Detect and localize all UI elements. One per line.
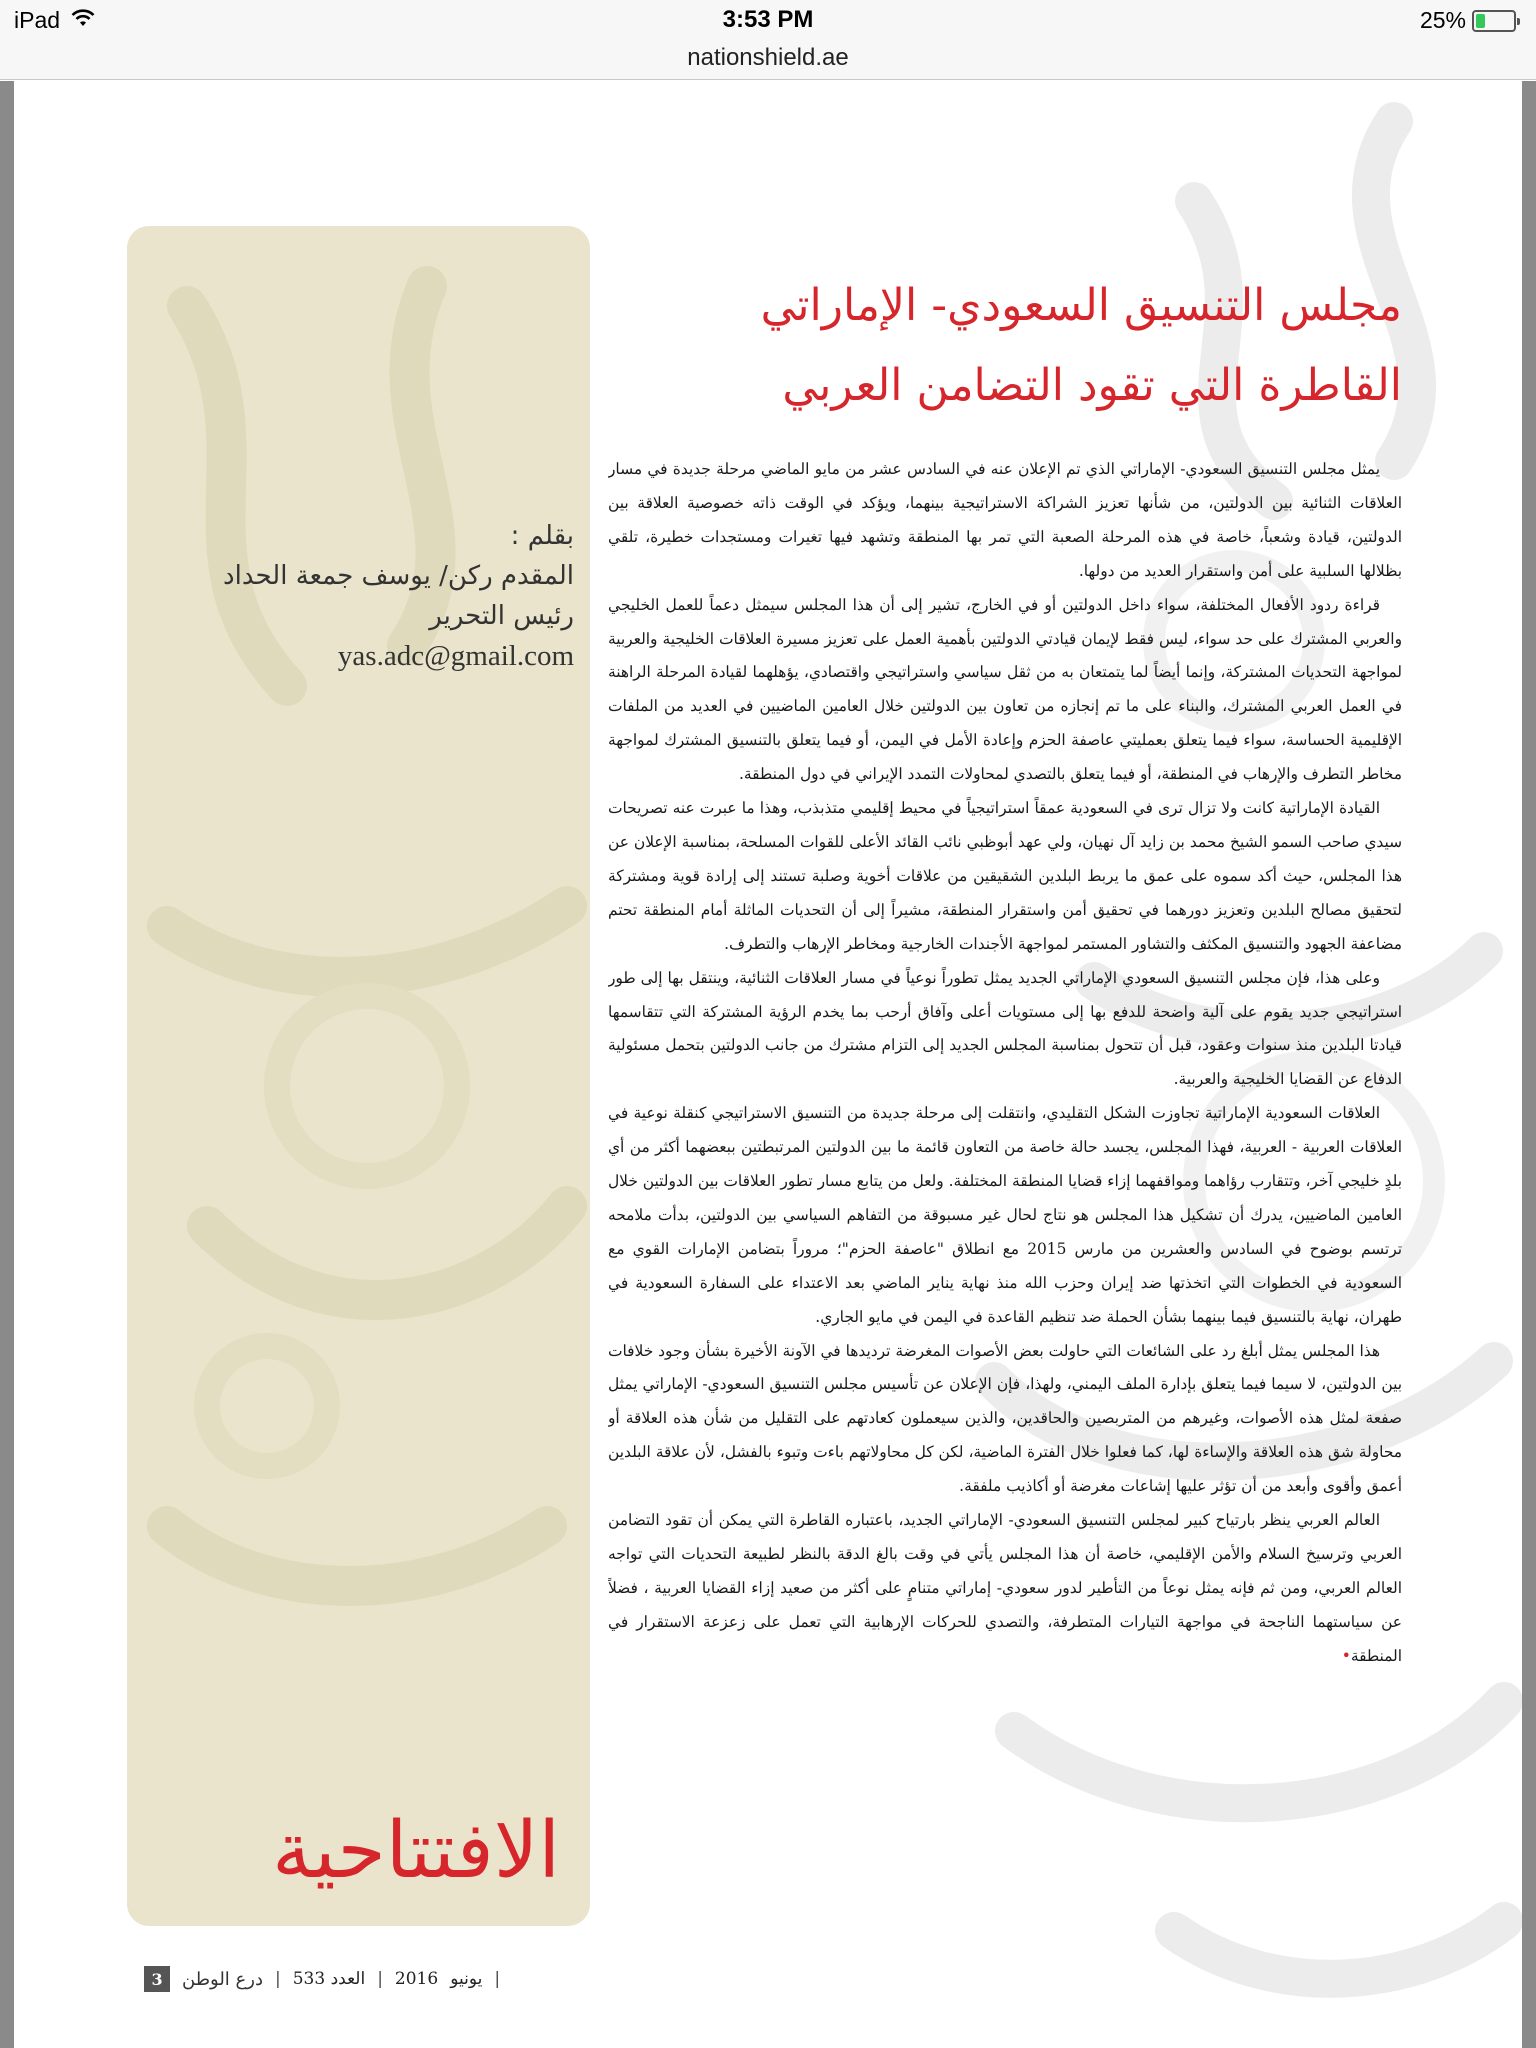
byline-label: بقلم : xyxy=(510,521,574,551)
page-number: 3 xyxy=(144,1966,170,1992)
article-paragraph: قراءة ردود الأفعال المختلفة، سواء داخل الدولتين أو في الخارج، تشير إلى أن هذا المجلس سيمثل دعماً للعمل الخليجي والعربي المشترك على حد سواء، ليس فقط لإيمان قيادتي الدولتين بأهمية العمل على تعزيز مسيرة العلاقات الخليجية والعربية لمواجهة التحديات المشتركة، وإنما أيضاً لما يتمتعان به من ثقل سياسي واستراتيجي واقتصادي، يؤهلهما لقيادة المرحلة الراهنة في العمل العربي المشترك، والبناء على ما تم إنجازه من تعاون بين الدولتين خلال العامين الماضيين في العديد من الملفات الإقليمية الحساسة، سواء فيما يتعلق بعمليتي عاصفة الحزم وإعادة الأمل في اليمن، أو فيما يتعلق بالتنسيق المشترك لمواجهة مخاطر التطرف والإرهاب في المنطقة، أو فيما يتعلق بالتصدي لمحاولات التمدد الإيراني في دول المنطقة. xyxy=(608,595,1402,784)
footer-month: يونيو xyxy=(450,1969,483,1989)
author-email[interactable]: yas.adc@gmail.com xyxy=(337,640,574,672)
author-role: رئيس التحرير xyxy=(429,601,574,631)
end-mark-icon: • xyxy=(1341,1646,1351,1665)
viewer-frame-right xyxy=(1522,81,1536,2048)
address-bar[interactable] xyxy=(0,40,1536,80)
article-paragraph-text: العالم العربي ينظر بارتياح كبير لمجلس التنسيق السعودي- الإماراتي الجديد، باعتباره القاطرة التي يمكن أن تقود التضامن العربي وترسيخ السلام والأمن الإقليمي، خاصة أن هذا المجلس يأتي في وقت بالغ الدقة بالنظر لطبيعة التحديات التي تواجه العالم العربي، ومن ثم فإنه يمثل نوعاً من التأطير لدور سعودي- إماراتي متنامٍ على أكثر من صعيد إزاء القضايا العربية ، فضلاً عن سياستهما الناجحة في مواجهة التيارات المتطرفة، والتصدي للحركات الإرهابية التي تعمل على زعزعة الاستقرار في المنطقة xyxy=(608,1511,1402,1665)
article-paragraph: وعلى هذا، فإن مجلس التنسيق السعودي الإماراتي الجديد يمثل تطوراً نوعياً في مسار العلاقات الثنائية، وينتقل بها إلى طور استراتيجي جديد يقوم على آلية واضحة للدفع بها إلى مستويات أعلى وآفاق أرحب بما يخدم الرؤية المشتركة التي تتقاسمها قيادتا البلدين منذ سنوات وعقود، قبل أن تتحول بمناسبة المجلس الجديد إلى التزام مشترك من جانب الدولتين بتحمل مسئولية الدفاع عن القضايا الخليجية والعربية. xyxy=(608,968,1402,1089)
article-paragraph: القيادة الإماراتية كانت ولا تزال ترى في السعودية عمقاً استراتيجياً في محيط إقليمي متذبذب، وهذا ما عبرت عنه تصريحات سيدي صاحب السمو الشيخ محمد بن زايد آل نهيان، ولي عهد أبوظبي نائب القائد الأعلى للقوات المسلحة، بمناسبة الإعلان عن هذا المجلس، حيث أكد سموه على عمق ما يربط البلدين الشقيقين من علاقات أخوية وصلبة تستند إلى إرادة قوية ومشتركة لتحقيق مصالح البلدين وتعزيز دورهما في تحقيق أمن واستقرار المنطقة، مشيراً إلى أن التحديات الماثلة أمام المنطقة تحتم مضاعفة الجهود والتنسيق المكثف والتشاور المستمر لمواجهة الأجندات الخارجية ومخاطر الإرهاب والتطرف. xyxy=(608,799,1402,953)
magazine-page xyxy=(14,81,1522,2048)
article-body xyxy=(608,453,1402,1898)
viewer-frame-left xyxy=(0,81,14,2048)
footer-year: 2016 xyxy=(394,1969,439,1989)
status-right xyxy=(1420,7,1516,34)
device-label: iPad xyxy=(14,7,61,33)
magazine-logo: درع الوطن xyxy=(182,1968,263,1990)
article-paragraph: يمثل مجلس التنسيق السعودي- الإماراتي الذي تم الإعلان عنه في السادس عشر من مايو الماضي مرحلة جديدة في مسار العلاقات الثنائية بين الدولتين، من شأنها تعزيز الشراكة الاستراتيجية بينهما، ويؤكد في الوقت ذاته خصوصية العلاقة بين الدولتين، قيادة وشعباً، خاصة في هذه المرحلة الصعبة التي تمر بها المنطقة وتشهد فيها تغيرات ومستجدات خطيرة، تلقي بظلالها السلبية على أمن واستقرار العديد من دولها. xyxy=(608,460,1402,580)
footer-issue: العدد 533 xyxy=(292,1969,366,1989)
battery-icon xyxy=(1472,10,1516,32)
author-name: المقدم ركن/ يوسف جمعة الحداد xyxy=(223,561,574,591)
author-side-panel xyxy=(127,226,590,1926)
section-label: الافتتاحية xyxy=(272,1806,560,1896)
headline-line-1: مجلس التنسيق السعودي- الإماراتي xyxy=(760,280,1402,331)
author-block xyxy=(134,516,574,676)
clock: 3:53 PM xyxy=(722,6,814,33)
url-domain[interactable]: nationshield.ae xyxy=(687,44,849,71)
article-paragraph: هذا المجلس يمثل أبلغ رد على الشائعات التي حاولت بعض الأصوات المغرضة ترديدها في الآونة الأخيرة بشأن وجود خلافات بين الدولتين، لا سيما فيما يتعلق بإدارة الملف اليمني، ولهذا، فإن الإعلان عن تأسيس مجلس التنسيق السعودي- الإماراتي يمثل صفعة لمثل هذه الأصوات، وغيرهم من المتربصين والحاقدين، والذين سيعملون كعادتهم على التقليل من شأن هذه العلاقة أو محاولة شق هذه العلاقة والإساءة لها، كما فعلوا خلال الفترة الماضية، لكن كل محاولاتهم باءت وتبوء بالفشل، لأن علاقة البلدين أعمق وأقوى وأبعد من أن تؤثر عليها إشاعات مغرضة أو أكاذيب ملفقة. xyxy=(608,1341,1402,1496)
battery-fill xyxy=(1476,14,1485,28)
page-footer: | يونيو 2016 | العدد 533 | درع الوطن 3 xyxy=(144,1964,500,1994)
article-paragraph-last xyxy=(608,1504,1402,1674)
battery-percent: 25% xyxy=(1419,7,1466,33)
status-bar xyxy=(0,0,1536,40)
panel-calligraphy-icon xyxy=(127,226,590,1926)
headline-line-2: القاطرة التي تقود التضامن العربي xyxy=(782,360,1402,411)
article-headline xyxy=(594,266,1402,426)
article-paragraph: العلاقات السعودية الإماراتية تجاوزت الشكل التقليدي، وانتقلت إلى مرحلة جديدة من التنسيق الاستراتيجي كنقلة نوعية في العلاقات العربية - العربية، فهذا المجلس، يجسد حالة خاصة من التعاون قائمة ما بين الدولتين المرتبطتين ببعضهما أكثر من أي بلدٍ خليجي آخر، وتتقارب رؤاهما ومواقفهما إزاء قضايا المنطقة المختلفة. ولعل من يتابع مسار تطور العلاقات بين الدولتين خلال العامين الماضيين، يدرك أن تشكيل هذا المجلس هو نتاج لحال غير مسبوقة من التفاهم السياسي بين الدولتين، بدأت ملامحه ترتسم بوضوح في السادس والعشرين من مارس 2015 مع انطلاق "عاصفة الحزم"؛ مروراً بتضامن الإمارات القوي مع السعودية في الخطوات التي اتخذتها ضد إيران وحزب الله منذ نهاية يناير الماضي بعد الاعتداء على السفارة السعودية في طهران، نهاية بالتنسيق فيما بينهما بشأن الحملة ضد تنظيم القاعدة في اليمن في مايو الجاري. xyxy=(608,1104,1402,1326)
